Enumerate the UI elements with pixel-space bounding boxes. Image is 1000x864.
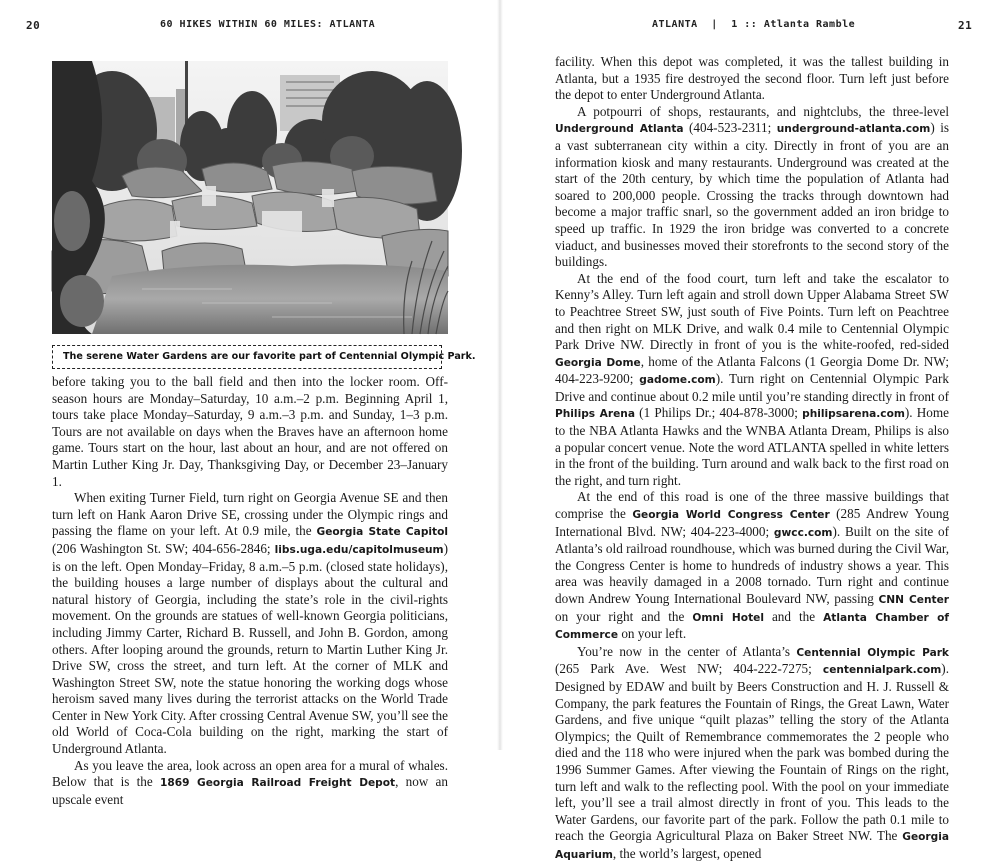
paragraph: At the end of this road is one of the three massive buildings that comprise the Georgia World Congress Center (285 Andrew Young International Blvd. NW; 404-223-4000; gwcc.com). Built on the site of Atlanta’s old railroad roundhouse, which was burned during the Civil War, the Congress Center is home to hundreds of industry shows a year. This area was heavily damaged in a 2008 tornado. Turn right and continue down Andrew Young International Boulevard NW, passing CNN Center on your right and the Omni Hotel and the Atlanta Chamber of Commerce on your left. [555,489,950,642]
left-body-text [52,374,448,808]
paragraph: When exiting Turner Field, turn right on Georgia Avenue SE and then turn left on Hank Aaron Drive SE, crossing under the Olympic rings and passing the flame on your left. At 0.9 mile, the Georgia State Capitol (206 Washington St. SW; 404-656-2846; libs.uga.edu/capitolmuseum) is on the left. Open Monday–Friday, 8 a.m.–5 p.m. (closed state holidays), the building houses a large number of displays about the cultural and natural history of Georgia, including the state’s role in the civil-rights movement. On the grounds are statues of well-known Georgia politicians, including Jimmy Carter, Richard B. Russell, and John B. Gordon, among others. After looping around the grounds, return to Martin Luther King Jr. Drive SW, cross the street, and turn left. At the corner of MLK and Washington Street SW, note the statue honoring the working dogs whose heroism saved many lives during the terrorist attacks on the World Trade Center in New York City. After crossing Central Avenue SW, you’ll see the old World of Coca-Cola building on the right, marking the start of Underground Atlanta. [52,490,449,757]
website-link: philipsarena.com [802,408,905,421]
place-name: Georgia World Congress Center [632,509,830,522]
website-link: underground-atlanta.com [776,123,931,136]
place-name: Underground Atlanta [555,123,684,136]
paragraph: before taking you to the ball field and then into the locker room. Off-season hours are Monday–Saturday, 10 a.m.–2 p.m. Beginning April 1, tours take place Monday–Saturday, 9 a.m.–3 p.m. and Sunday, 1–3 p.m. Tours are not available on days when the Braves have an afternoon home game. Tours start on the hour, last about an hour, and are not offered on Martin Luther King Jr. Day, Thanksgiving Day, or December 23–January 1. [52,374,448,489]
place-name: Philips Arena [555,408,635,421]
place-name: Georgia Dome [555,356,641,369]
website-link: gwcc.com [773,526,833,539]
paragraph: facility. When this depot was completed, it was the tallest building in Atlanta, but a 1935 fire destroyed the second floor. Turn left just before the depot to enter Underground Atlanta. [555,54,949,103]
water-gardens-photo [52,61,448,334]
paragraph: A potpourri of shops, restaurants, and nightclubs, the three-level Underground Atlanta (404-523-2311; underground-atlanta.com) is a vast subterranean city within a city. Directly in front of you are an information kiosk and many restaurants. Underground was created at the start of the 20th century, by which time the population of Atlanta had soared to 200,000 people. Crossing the tracks through downtown had become a major traffic snarl, so the government added an iron bridge to speed up traffic. In 1929 the iron bridge was converted to a concrete viaduct, and businesses moved their storefronts to the second story of the buildings. [555,103,950,270]
paragraph: At the end of the food court, turn left and take the escalator to Kenny’s Alley. Turn left again and stroll down Upper Alabama Street SW to Peachtree Street SW, just south of Five Points. Turn left on Peachtree and then right on MLK Drive, and walk 0.4 mile to Centennial Olympic Park Drive NW. Directly in front of you is the white-roofed, red-sided Georgia Dome, home of the Atlanta Falcons (1 Georgia Dome Dr. NW; 404-223-9200; gadome.com). Turn right on Centennial Olympic Park Drive and continue about 0.2 mile until you’re standing directly in front of Philips Arena (1 Philips Dr.; 404-878-3000; philipsarena.com). Home to the NBA Atlanta Hawks and the WNBA Atlanta Dream, Philips is also a popular concert venue. Note the word ATLANTA spelled in white letters in the front of the building. Turn around and walk back to the first road on the right, and turn right. [555,270,949,488]
paragraph: As you leave the area, look across an open area for a mural of whales. Below that is the 1869 Georgia Railroad Freight Depot, now an upscale event [52,757,448,807]
place-name: Georgia Aquarium [555,831,949,861]
place-name: 1869 Georgia Railroad Freight Depot [159,777,396,790]
running-head-book: ATLANTA [652,19,698,30]
place-name: Atlanta Chamber of Commerce [555,611,950,642]
running-head-chapter: 1 :: Atlanta Ramble [731,19,856,30]
left-running-head: 60 HIKES WITHIN 60 MILES: ATLANTA [160,19,376,30]
running-head-separator: | [711,19,718,30]
photo-caption: The serene Water Gardens are our favorite part of Centennial Olympic Park. [52,345,442,369]
right-page [500,0,1000,861]
left-page [0,0,500,807]
right-page-number: 21 [958,19,973,32]
left-page-number: 20 [26,19,41,32]
website-link: gadome.com [639,374,716,387]
place-name: Omni Hotel [692,611,764,624]
website-link: libs.uga.edu/capitolmuseum [274,543,444,556]
place-name: Centennial Olympic Park [796,646,949,659]
place-name: CNN Center [878,594,949,606]
right-body-text [555,54,949,864]
right-running-head [652,19,855,30]
paragraph: You’re now in the center of Atlanta’s Centennial Olympic Park (265 Park Ave. West NW; 404-222-7275; centennialpark.com). Designed by EDAW and built by Beers Construction and H. J. Russell & Company, the park features the Fountain of Rings, the Great Lawn, Water Gardens, and five unique “quilt plazas” telling the story of the Atlanta Olympics; the Quilt of Remembrance commemorates the 2 people who died and the 118 who were injured when the park was bombed during the 1996 Summer Games. After viewing the Fountain of Rings on the right, turn left and walk to the reflecting pool. With the pool on your immediate left, you’ll see a trail almost directly in front of you. This leads to the Water Gardens, our favorite part of the park. Follow the path 0.1 mile to reach the Georgia Agricultural Plaza on Baker Street NW. The Georgia Aquarium, the world’s largest, opened [555,643,949,861]
website-link: centennialpark.com [822,664,942,677]
place-name: Georgia State Capitol [316,526,449,539]
